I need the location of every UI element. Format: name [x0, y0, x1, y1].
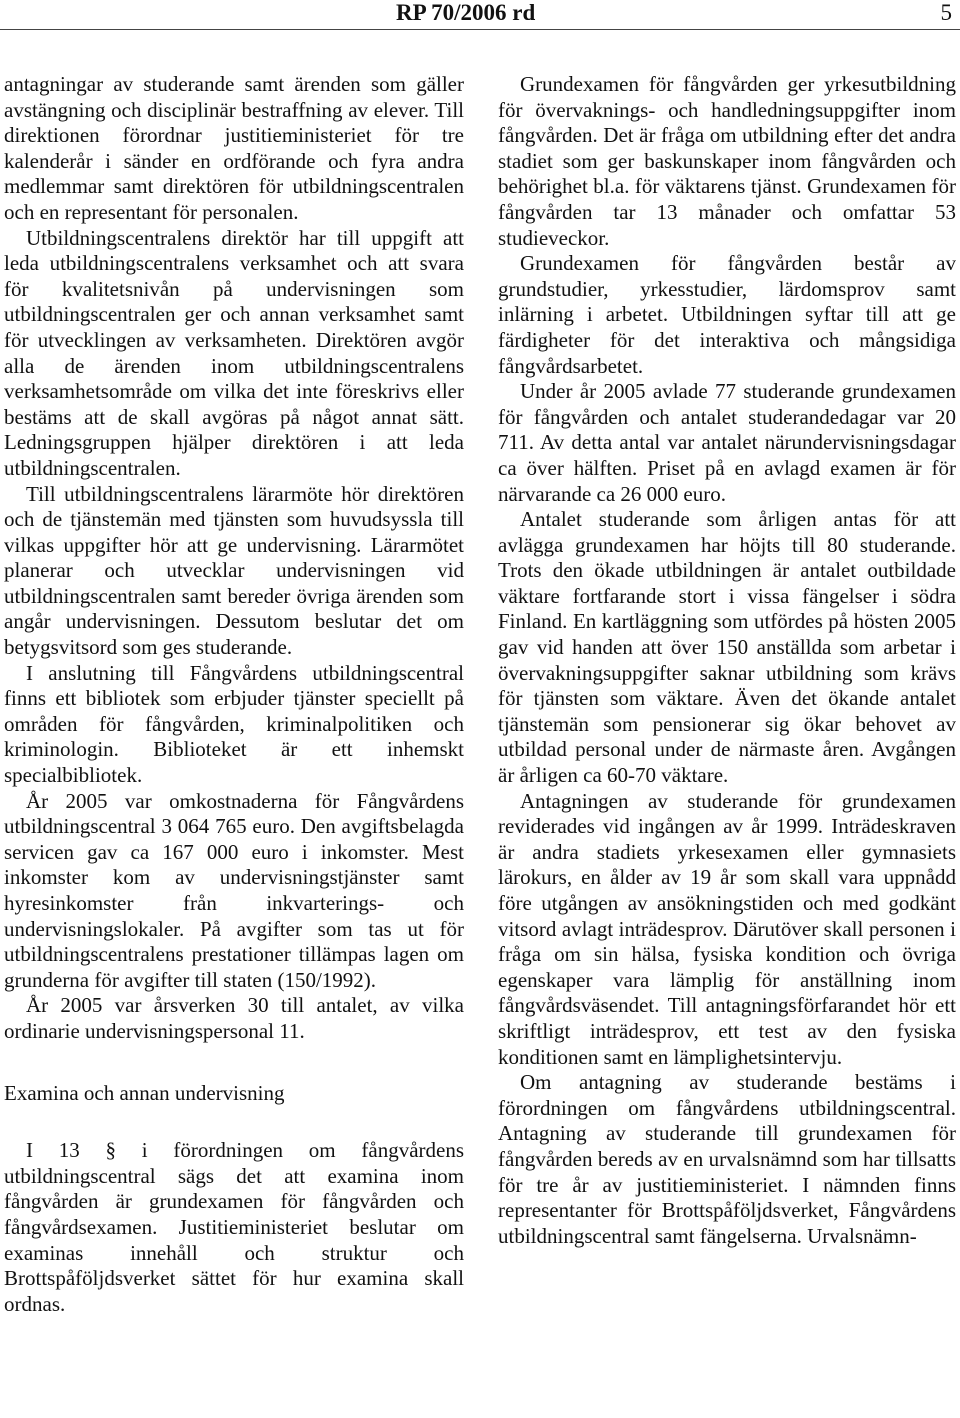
- paragraph-library: I anslutning till Fångvårdens utbildningscentral finns ett bibliotek som erbjuder tjänster speciellt på områden för fångvården, kriminalpolitiken och kriminologin. Biblioteket är ett inhemskt specialbibliotek.: [4, 660, 464, 788]
- paragraph-admission-requirements: Antagningen av studerande för grundexamen reviderades vid ingången av år 1999. Inträdeskraven är andra stadiets yrkesexamen eller gymnasiets lärokurs, en ålder av 19 år som skall vara uppnådd före utgången av ansökningstiden och med godkänt vitsord avlagt inträdesprov. Därutöver skall personen i fråga om sin hälsa, fysiska kondition och övriga egenskaper vara lämplig för anställning inom fångvårdsväsendet. Till antagningsförfarandet hör ett skriftligt inträdesprov, ett test av den fysiska konditionen samt en lämplighetsintervju.: [498, 788, 956, 1069]
- page-number: 5: [940, 0, 952, 25]
- paragraph-teachers-meeting: Till utbildningscentralens lärarmöte hör direktören och de tjänstemän med tjänsten som huvudsyssla till vilkas uppgifter hör att ge undervisning. Lärarmötet planerar och utvecklar undervisningen vid utbildningscentralen samt bereder övriga ärenden som angår undervisningen. Dessutom beslutar det om betygsvitsord som ges studerande.: [4, 481, 464, 660]
- paragraph-degree-structure: Grundexamen för fångvården består av grundstudier, yrkesstudier, lärdomsprov samt inlärning i arbetet. Utbildningen syftar till att ge färdigheter för det interaktiva och mångsidiga fångvårdsarbetet.: [498, 251, 956, 378]
- paragraph-2005-graduates: Under år 2005 avlade 77 studerande grundexamen för fångvården och antalet studerandedagar var 20 711. Av detta antal var antalet närundervisningsdagar ca över hälften. Priset på en avlagd examen är för närvarande ca 26 000 euro.: [498, 379, 956, 506]
- paragraph-staff: År 2005 var årsverken 30 till antalet, av vilka ordinarie undervisningspersonal 11.: [4, 993, 464, 1043]
- paragraph-selection-board: Om antagning av studerande bestäms i förordningen om fångvårdens utbildningscentral. Antagning av studerande till grundexamen för fångvården bereds av en urvalsnämnd som har tillsatts för tre år av justitieministeriet. I nämnden finns representanter för Brottspåföljdsverket, Fångvårdens utbildningscentral samt fängelserna. Urvalsnämn-: [498, 1070, 956, 1248]
- right-column: [498, 72, 956, 1249]
- paragraph-costs: År 2005 var omkostnaderna för Fångvårdens utbildningscentral 3 064 765 euro. Den avgiftsbelagda servicen gav ca 167 000 euro i inkomster. Mest inkomster kom av undervisningstjänster samt hyresinkomster från inkvarterings- och undervisningslokaler. På avgifter som tas ut för utbildningscentralens prestationer tillämpas lagen om grunderna för avgifter till staten (150/1992).: [4, 788, 464, 992]
- left-column: [4, 72, 464, 1317]
- paragraph-director: Utbildningscentralens direktör har till uppgift att leda utbildningscentralens verksamhet och att svara för kvalitetsnivån på undervisningen som utbildningscentralen ger och annan verksamhet samt för utvecklingen av verksamheten. Direktören avgör alla de ärenden inom utbildningscentralens verksamhetsområde om vilka det inte föreskrivs eller bestäms att de skall avgöras på något annat sätt. Ledningsgruppen hjälper direktören i att leda utbildningscentralen.: [4, 225, 464, 480]
- paragraph-basic-degree: Grundexamen för fångvården ger yrkesutbildning för övervaknings- och handledningsuppgifter inom fångvården. Det är fråga om utbildning efter det andra stadiet som ger baskunskaper inom fångvården och behörighet bl.a. för väktarens tjänst. Grundexamen för fångvården tar 13 månader och omfattar 53 studieveckor.: [498, 72, 956, 250]
- paragraph-examinations: I 13 § i förordningen om fångvårdens utbildningscentral sägs det att examina inom fångvården är grundexamen för fångvården och fångvårdsexamen. Justitieministeriet beslutar om examinas innehåll och struktur och Brottspåföljdsverket sättet för hur examina skall ordnas.: [4, 1138, 464, 1316]
- header-rule: [0, 29, 960, 30]
- paragraph-student-intake: Antalet studerande som årligen antas för att avlägga grundexamen har höjts till 80 studerande. Trots den ökade utbildningen är antalet outbildade väktare fortfarande stort i vissa fängelser i södra Finland. En kartläggning som utfördes på hösten 2005 gav vid handen att över 150 anställda som arbetar i övervakningsuppgifter saknar utbildning som krävs för tjänsten som väktare. Även det ökande antalet tjänstemän som pensionerar sig ökar behovet av utbildad personal under de närmaste åren. Avgången är årligen ca 60-70 väktare.: [498, 507, 956, 788]
- section-heading: Examina och annan undervisning: [4, 1080, 285, 1105]
- document-reference: RP 70/2006 rd: [396, 0, 536, 25]
- paragraph-continued-intro: antagningar av studerande samt ärenden som gäller avstängning och disciplinär bestraffning av elever. Till direktionen förordnar justitieministeriet för tre kalenderår i sänder en ordförande och fyra andra medlemmar samt direktören för utbildningscentralen och en representant för personalen.: [4, 72, 464, 224]
- page-header: [0, 0, 960, 34]
